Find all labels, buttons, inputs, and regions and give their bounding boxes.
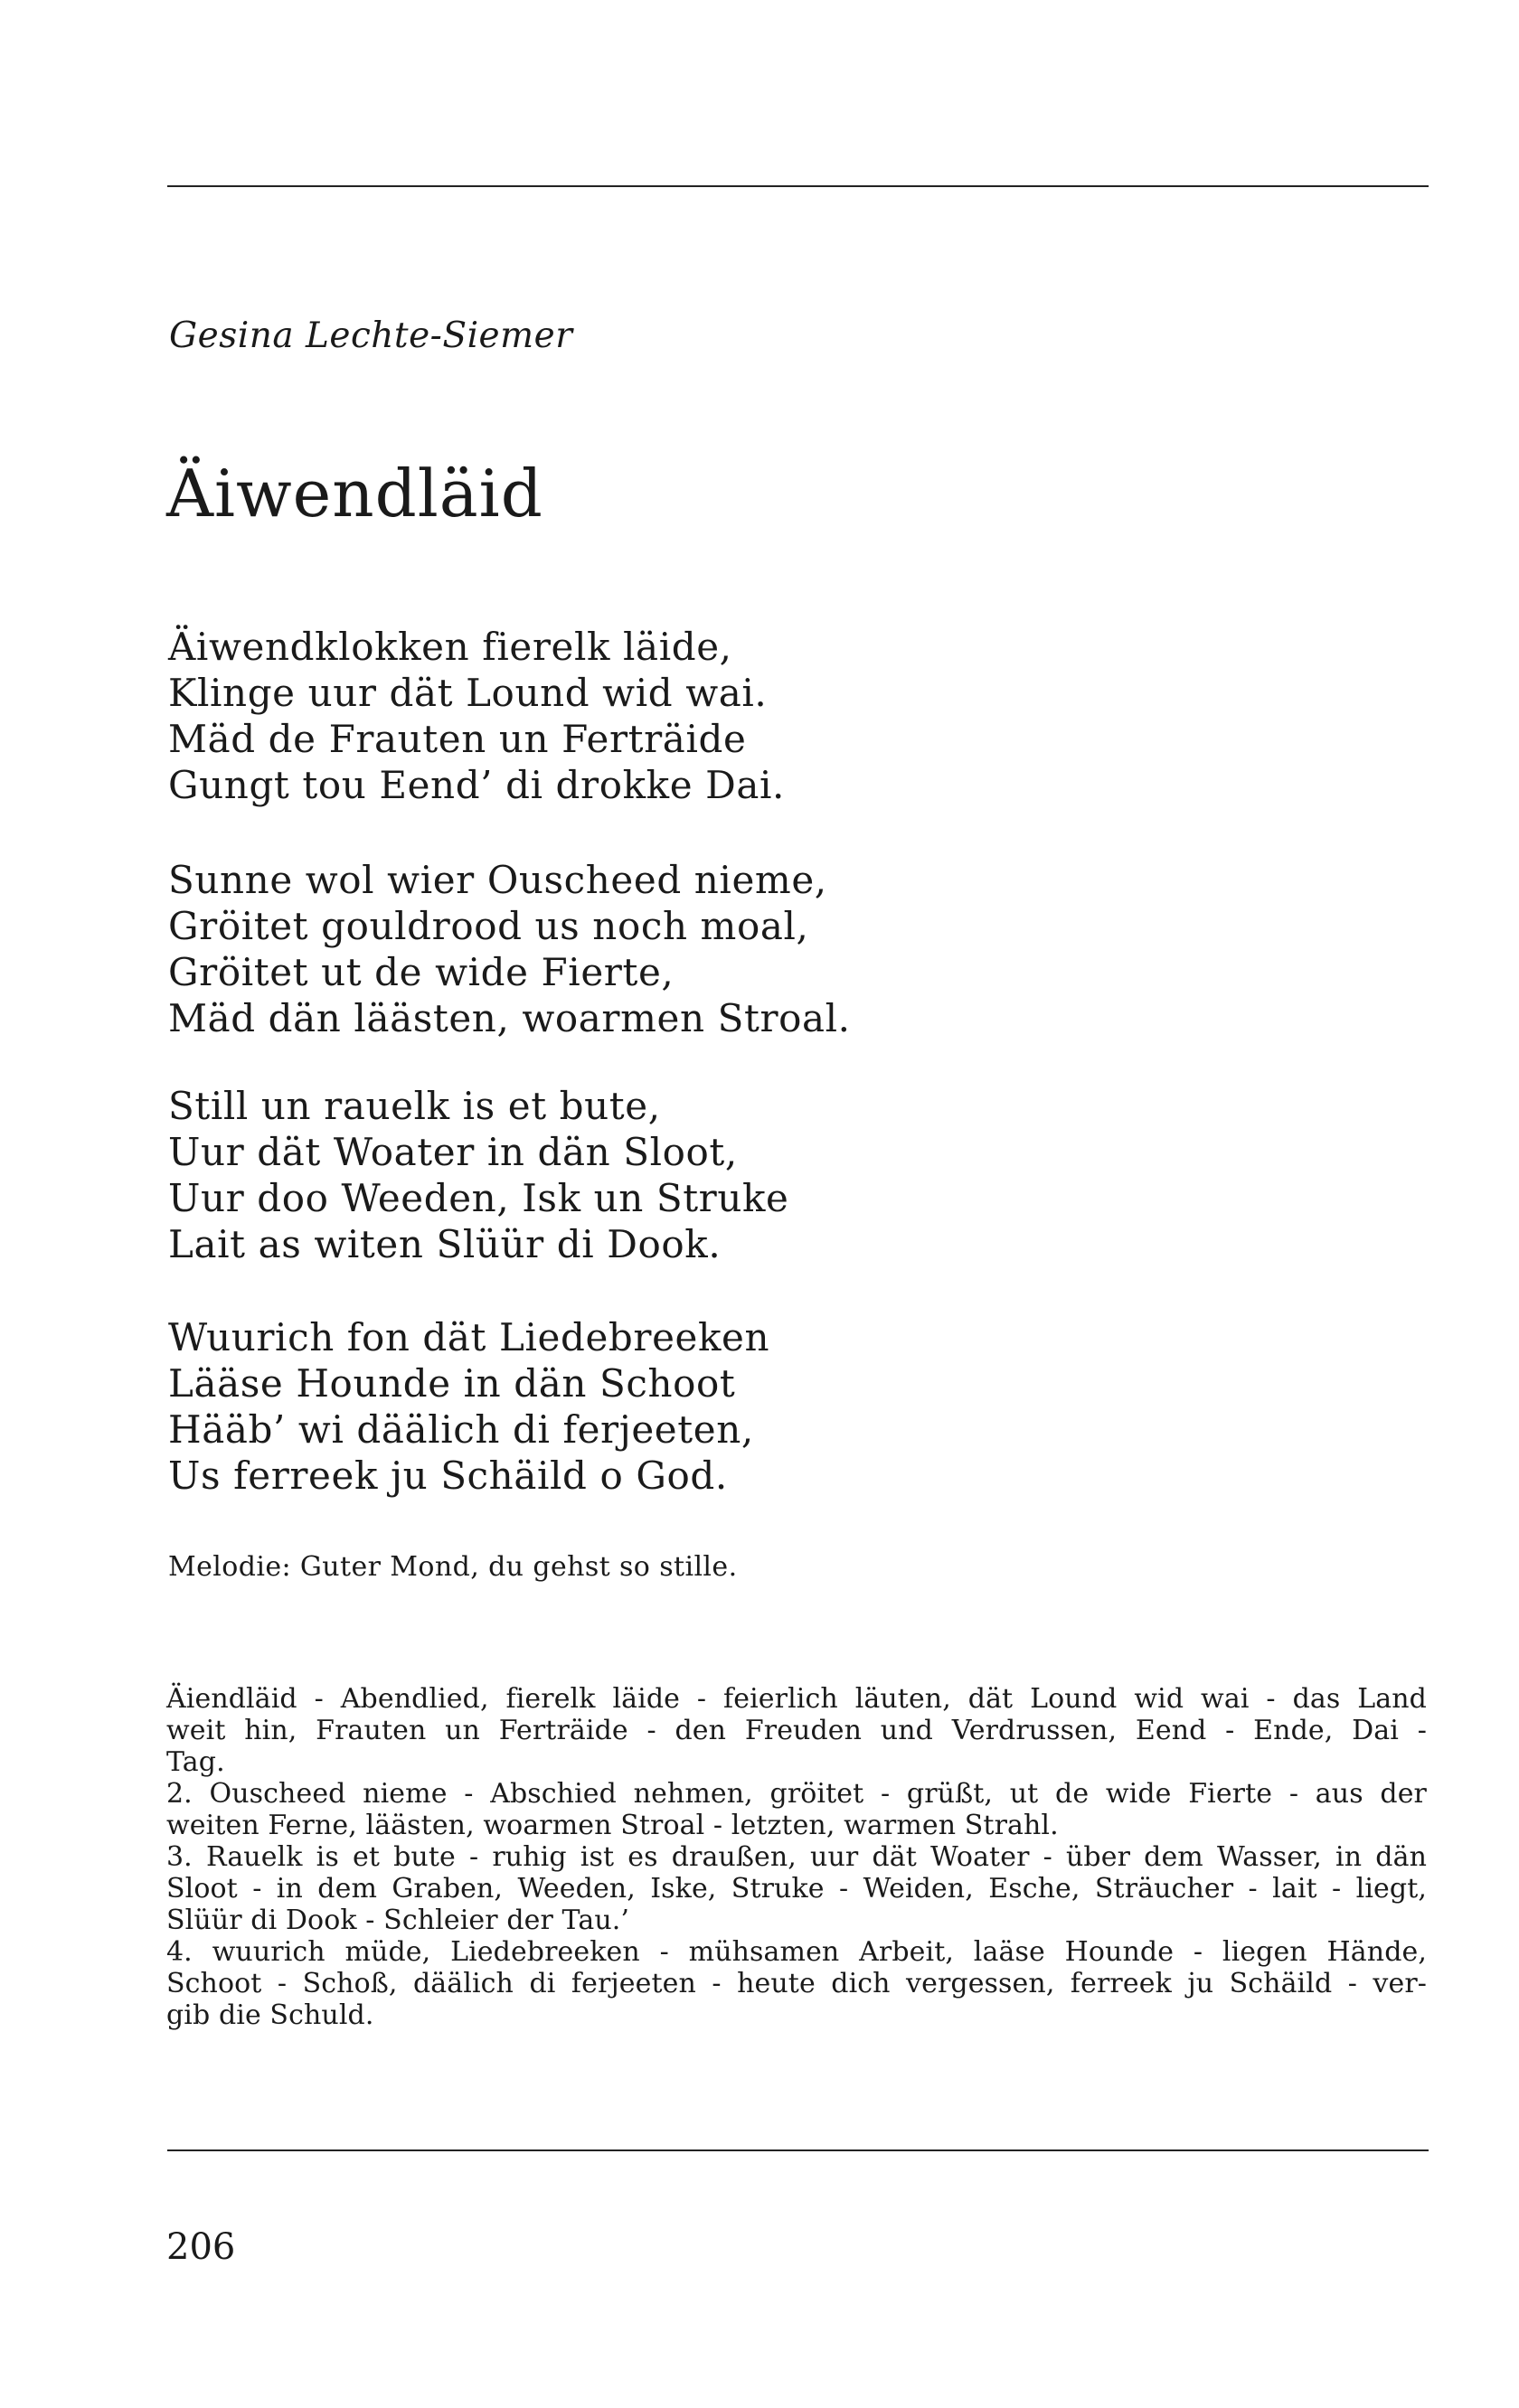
note-line: 4. wuurich müde, Liedebreeken - mühsamen Arbeit, laäse Hounde - liegen Hände, [166, 1936, 1427, 1968]
note-line: Sloot - in dem Graben, Weeden, Iske, Struke - Weiden, Esche, Sträucher - lait - liegt, [166, 1873, 1427, 1905]
verse-line: Mäd de Frauten un Ferträide [168, 717, 747, 761]
author-name: Gesina Lechte-Siemer [169, 315, 573, 356]
verse-line: Gröitet gouldrood us noch moal, [168, 904, 809, 948]
note-line: 3. Rauelk is et bute - ruhig ist es draußen, uur dät Woater - über dem Wasser, in dän [166, 1841, 1427, 1873]
note-line: weit hin, Frauten un Ferträide - den Freuden und Verdrussen, Eend - Ende, Dai - [166, 1715, 1427, 1746]
glossary-notes [166, 1683, 1427, 2031]
verse-line: Klinge uur dät Lound wid wai. [168, 671, 768, 715]
verse-line: Uur dät Woater in dän Sloot, [168, 1130, 738, 1174]
stanza-4 [168, 1314, 769, 1499]
stanza-3 [168, 1083, 789, 1267]
note-line: weiten Ferne, läästen, woarmen Stroal - letzten, warmen Strahl. [166, 1810, 1059, 1841]
melody-note: Melodie: Guter Mond, du gehst so stille. [168, 1551, 738, 1583]
stanza-2 [168, 857, 851, 1041]
note-line: Schoot - Schoß, däälich di ferjeeten - heute dich vergessen, ferreek ju Schäild - ver- [166, 1968, 1427, 1999]
verse-line: Wuurich fon dät Liedebreeken [168, 1315, 770, 1359]
stanza-1 [168, 624, 785, 808]
note-line: 2. Ouscheed nieme - Abschied nehmen, gröitet - grüßt, ut de wide Fierte - aus der [166, 1778, 1427, 1810]
verse-line: Gröitet ut de wide Fierte, [168, 950, 675, 994]
verse-line: Lait as witen Slüür di Dook. [168, 1222, 722, 1266]
verse-line: Hääb’ wi däälich di ferjeeten, [168, 1407, 754, 1452]
bottom-rule [167, 2149, 1429, 2151]
top-rule [167, 185, 1429, 187]
verse-line: Mäd dän läästen, woarmen Stroal. [168, 996, 851, 1040]
verse-line: Lääse Hounde in dän Schoot [168, 1361, 736, 1406]
note-line: gib die Schuld. [166, 1999, 374, 2031]
verse-line: Sunne wol wier Ouscheed nieme, [168, 858, 827, 902]
poem-title: Äiwendläid [166, 456, 543, 531]
verse-line: Us ferreek ju Schäild o God. [168, 1453, 728, 1498]
note-line: Slüür di Dook - Schleier der Tau.’ [166, 1905, 630, 1936]
verse-line: Still un rauelk is et bute, [168, 1084, 661, 1128]
page-number: 206 [166, 2226, 236, 2268]
note-line: Tag. [166, 1746, 225, 1778]
verse-line: Gungt tou Eend’ di drokke Dai. [168, 763, 786, 807]
note-line: Äiendläid - Abendlied, fierelk läide - feierlich läuten, dät Lound wid wai - das Land [166, 1683, 1427, 1715]
verse-line: Äiwendklokken fierelk läide, [168, 625, 732, 669]
verse-line: Uur doo Weeden, Isk un Struke [168, 1176, 789, 1220]
